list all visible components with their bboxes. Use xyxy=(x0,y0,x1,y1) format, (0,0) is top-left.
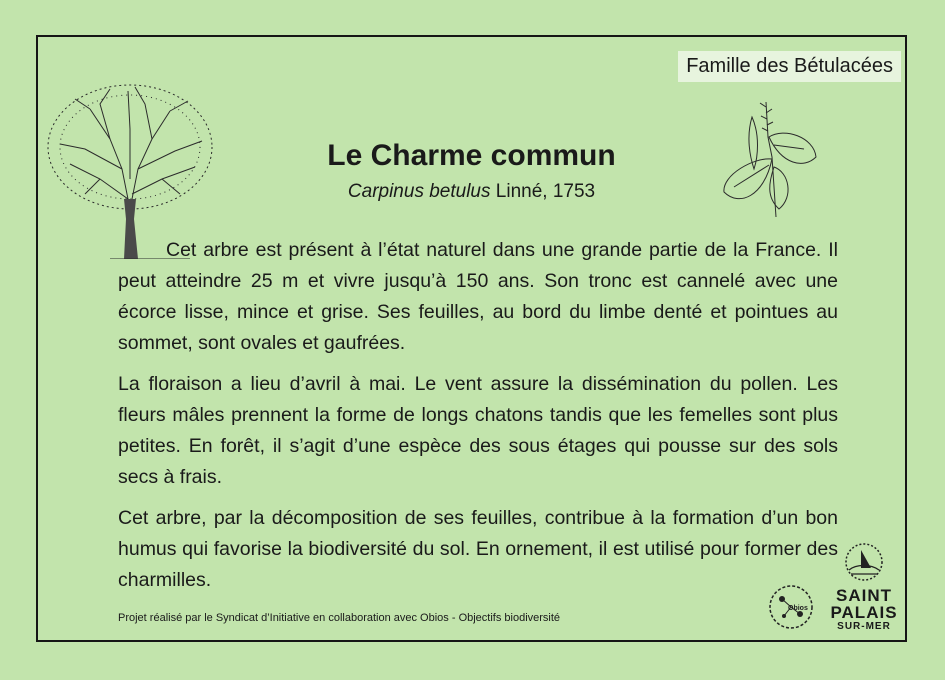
description xyxy=(118,235,838,606)
paragraph-1: Cet arbre est présent à l’état naturel dans une grande partie de la France. Il peut atteindre 25 m et vivre jusqu’à 150 ans. Son tronc est cannelé avec une écorce lisse, mince et grise. Ses feuilles, au bord du limbe denté et pointues au sommet, sont ovales et gaufrées. xyxy=(118,239,838,354)
info-panel xyxy=(36,35,907,642)
author-date: Linné, 1753 xyxy=(490,181,596,202)
scientific-name xyxy=(38,181,905,203)
obios-logo xyxy=(768,584,814,630)
obios-wordmark: Obios xyxy=(788,605,808,612)
town-name-2: PALAIS xyxy=(830,603,898,622)
town-name-1: SAINT xyxy=(836,586,892,605)
family-label: Famille des Bétulacées xyxy=(678,51,901,82)
town-logo xyxy=(828,542,900,633)
paragraph-2: La floraison a lieu d’avril à mai. Le vent assure la dissémination du pollen. Les fleurs mâles prennent la forme de longs chatons tandis que les femelles sont plus petites. En forêt, il s’agit d’une espèce des sous étages qui pousse sur des sols secs à frais. xyxy=(118,373,838,488)
town-emblem-icon xyxy=(841,542,887,582)
paragraph-3: Cet arbre, par la décomposition de ses feuilles, contribue à la formation d’un bon humus qui favorise la biodiversité du sol. En ornement, il est utilisé pour former des charmilles. xyxy=(118,507,838,591)
latin-name: Carpinus betulus xyxy=(347,181,491,202)
credit-line: Projet réalisé par le Syndicat d’Initiative en collaboration avec Obios - Objectifs biodiversité xyxy=(118,612,561,624)
page-title: Le Charme commun xyxy=(327,139,616,172)
town-name-3: SUR-MER xyxy=(837,621,891,632)
